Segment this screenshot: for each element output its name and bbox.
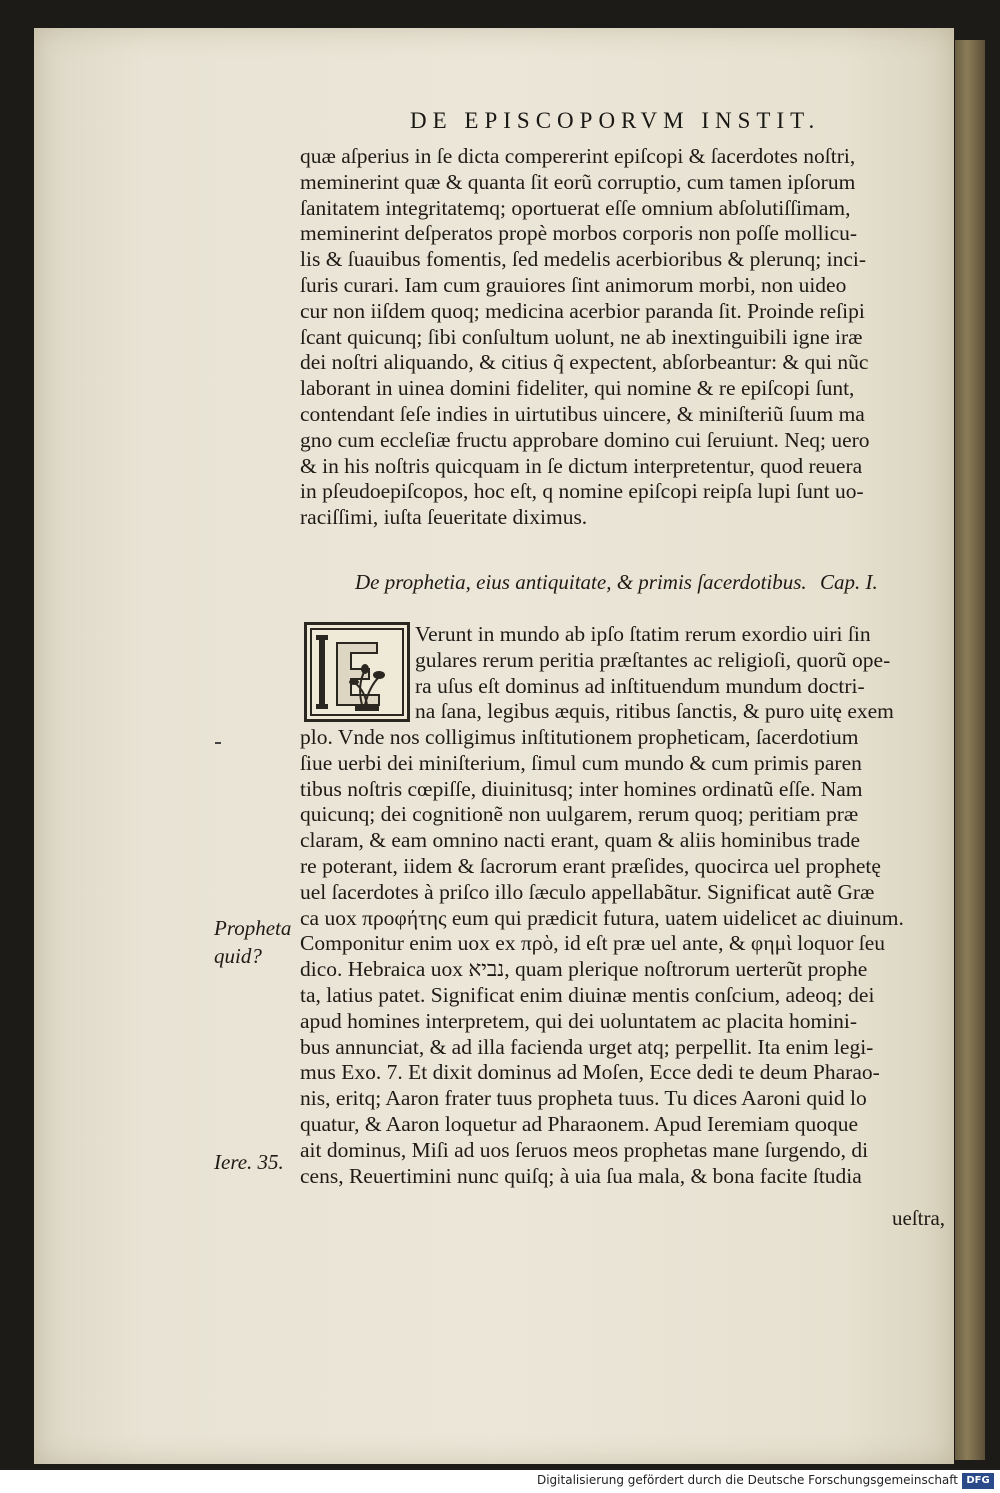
paragraph-2-body bbox=[300, 725, 960, 1189]
text-line: meminerint quæ & quanta ſit eorũ corruptio, cum tamen ipſorum bbox=[300, 169, 856, 194]
footer-bar bbox=[0, 1470, 1000, 1493]
decorated-initial-icon bbox=[304, 622, 410, 722]
text-line: tibus noſtris cœpiſſe, diuinitusq; inter homines ordinatũ eſſe. Nam bbox=[300, 776, 863, 801]
text-line: claram, & eam omnino nacti erant, quam & aliis hominibus trade bbox=[300, 828, 861, 853]
catchword: ueſtra, bbox=[892, 1206, 946, 1230]
chapter-heading bbox=[355, 570, 915, 595]
text-line: contendant ſeſe indies in uirtutibus uincere, & miniſteriũ ſuum ma bbox=[300, 401, 865, 426]
text-line: ſiue uerbi dei miniſterium, ſimul cum mundo & cum primis paren bbox=[300, 750, 862, 775]
text-line: re poterant, iidem & ſacrorum erant præſides, quocirca uel prophetę bbox=[300, 853, 881, 878]
text-line: na ſana, legibus æquis, ritibus ſanctis, & puro uitę exem bbox=[415, 699, 894, 724]
paragraph-1 bbox=[300, 144, 960, 531]
text-line: raciſſimi, iuſta ſeueritate diximus. bbox=[300, 505, 588, 530]
text-line: Componitur enim uox ex πρὸ, id eſt præ uel ante, & φημὶ loquor ſeu bbox=[300, 931, 886, 956]
text-line: ait dominus, Miſi ad uos ſeruos meos prophetas mane ſurgendo, di bbox=[300, 1137, 869, 1162]
margin-note-propheta: Propheta bbox=[214, 916, 292, 940]
text-line: cens, Reuertimini nunc quiſq; à uia ſua mala, & bona facite ſtudia bbox=[300, 1163, 862, 1188]
text-line: mus Exo. 7. Et dixit dominus ad Moſen, Ecce dedi te deum Pharao- bbox=[300, 1060, 880, 1085]
text-line: apud homines interpretem, qui dei uoluntatem ac placita homini- bbox=[300, 1008, 858, 1033]
text-line: gulares rerum peritia præſtantes ac religioſi, quorũ ope- bbox=[415, 647, 891, 672]
text-line: uel ſacerdotes à priſco illo ſæculo appellabãtur. Significat autẽ Græ bbox=[300, 879, 875, 904]
chapter-number: Cap. I. bbox=[820, 570, 878, 594]
text-line: dei noſtri aliquando, & citius q̃ expectent, abſorbeantur: & qui nũc bbox=[300, 350, 869, 375]
text-line: lis & ſuauibus fomentis, ſed medelis acerbioribus & plerunq; inci- bbox=[300, 247, 867, 272]
text-line: quæ aſperius in ſe dicta compererint epiſcopi & ſacerdotes noſtri, bbox=[300, 144, 856, 168]
text-line: meminerint deſperatos propè morbos corporis non poſſe mollicu- bbox=[300, 221, 858, 246]
running-head: DE EPISCOPORVM INSTIT. bbox=[410, 108, 821, 133]
chapter-title: De prophetia, eius antiquitate, & primis ſacerdotibus. bbox=[355, 570, 807, 594]
paragraph-2-opening bbox=[415, 622, 955, 725]
text-line: & in his noſtris quicquam in ſe dictum interpretentur, quod reuera bbox=[300, 453, 863, 478]
text-line: ca uox προφήτης eum qui prædicit futura, uatem uidelicet ac diuinum. bbox=[300, 905, 904, 930]
text-line: ra uſus eſt dominus ad inſtituendum mundum doctri- bbox=[415, 673, 865, 698]
dfg-logo-icon: DFG bbox=[962, 1473, 994, 1489]
text-line: ſanitatem integritatemq; oportuerat eſſe omnium abſolutiſſimam, bbox=[300, 195, 851, 220]
text-line: gno cum eccleſiæ fructu approbare domino cui ſeruiunt. Neq; uero bbox=[300, 427, 870, 452]
text-line: cur non iiſdem quoq; medicina acerbior paranda ſit. Proinde reſipi bbox=[300, 298, 865, 323]
text-line: bus annunciat, & ad illa facienda urget atq; perpellit. Ita enim legi- bbox=[300, 1034, 874, 1059]
text-line: ſcant quicunq; ſibi conſultum uolunt, ne ab inextinguibili igne iræ bbox=[300, 324, 863, 349]
text-line: nis, eritq; Aaron frater tuus propheta tuus. Tu dices Aaroni quid lo bbox=[300, 1086, 867, 1111]
text-line: quatur, & Aaron loquetur ad Pharaonem. Apud Ieremiam quoque bbox=[300, 1111, 858, 1136]
text-line: quicunq; dei cognitionẽ non uulgarem, rerum quoq; peritiam præ bbox=[300, 802, 859, 827]
margin-mark bbox=[215, 742, 221, 744]
funding-credit: Digitalisierung gefördert durch die Deutsche Forschungsgemeinschaft bbox=[536, 1473, 958, 1487]
margin-note-quid: quid? bbox=[214, 944, 262, 968]
margin-note-jeremiah: Iere. 35. bbox=[214, 1150, 284, 1174]
text-line: ſuris curari. Iam cum grauiores ſint animorum morbi, non uideo bbox=[300, 272, 847, 297]
text-line: Verunt in mundo ab ipſo ſtatim rerum exordio uiri ſin bbox=[415, 622, 871, 646]
text-line: ta, latius patet. Significat enim diuinæ mentis conſcium, adeoq; dei bbox=[300, 982, 875, 1007]
decorated-initial-e-icon bbox=[307, 625, 407, 719]
text-line: plo. Vnde nos colligimus inſtitutionem propheticam, ſacerdotium bbox=[300, 725, 859, 749]
text-line: laborant in uinea domini fideliter, qui nomine & re epiſcopi ſunt, bbox=[300, 376, 855, 401]
text-line: dico. Hebraica uox נביא, quam plerique noſtrorum uerterũt prophe bbox=[300, 957, 868, 982]
text-line: in pſeudoepiſcopos, hoc eſt, q nomine epiſcopi reipſa lupi ſunt uo- bbox=[300, 479, 864, 504]
